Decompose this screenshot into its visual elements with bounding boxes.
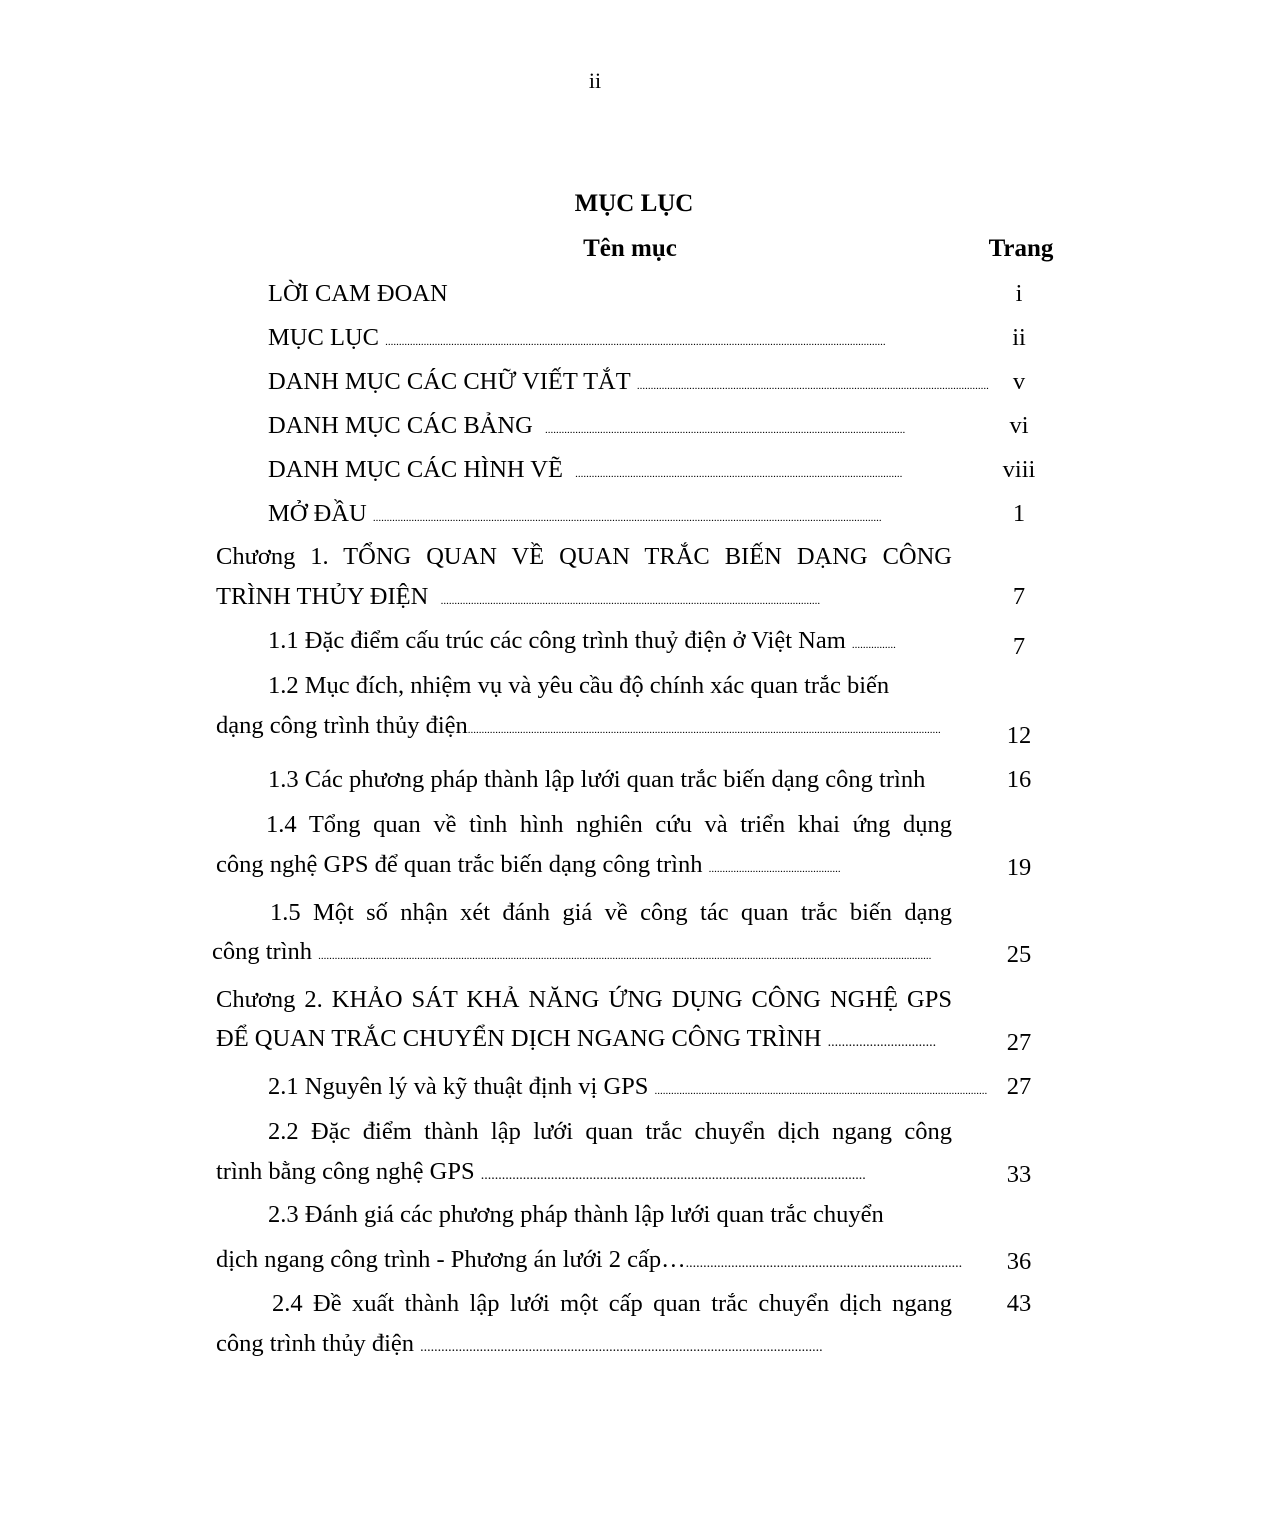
page-title: MỤC LỤC <box>574 190 694 217</box>
toc-page: i <box>1015 280 1023 307</box>
column-header-name: Tên mục <box>583 235 677 262</box>
toc-entry-muc-luc: MỤC LỤC ...................................................................................................................................................................................... <box>268 324 886 351</box>
toc-page: 27 <box>1006 1029 1032 1056</box>
toc-entry-chuong-2-line2: ĐỂ QUAN TRẮC CHUYỂN DỊCH NGANG CÔNG TRÌNH ............................... <box>216 1025 937 1052</box>
toc-entry-chuong-2-line1: Chương 2. KHẢO SÁT KHẢ NĂNG ỨNG DỤNG CÔNG NGHỆ GPS <box>216 986 952 1013</box>
toc-entry-chuong-1-line1: Chương 1. TỔNG QUAN VỀ QUAN TRẮC BIẾN DẠNG CÔNG <box>216 543 952 570</box>
toc-page: 36 <box>1006 1248 1032 1275</box>
toc-entry-loi-cam-doan: LỜI CAM ĐOAN <box>268 280 448 307</box>
toc-page: vi <box>1009 412 1029 439</box>
toc-entry-chu-viet-tat: DANH MỤC CÁC CHỮ VIẾT TẮT ................................................................................................................................ <box>268 368 989 395</box>
toc-page: viii <box>1002 456 1036 483</box>
toc-entry-2-2-line2: trình bằng công nghệ GPS .............................................................................................................. <box>216 1158 866 1185</box>
toc-entry-2-1: 2.1 Nguyên lý và kỹ thuật định vị GPS ......................................................................................................................... <box>268 1073 988 1100</box>
toc-page: 33 <box>1006 1161 1032 1188</box>
toc-entry-mo-dau: MỞ ĐẦU ......................................................................................................................................................................................... <box>268 500 882 527</box>
toc-page: 27 <box>1006 1073 1032 1100</box>
toc-entry-1-2-line1: 1.2 Mục đích, nhiệm vụ và yêu cầu độ chính xác quan trắc biến <box>268 672 890 699</box>
toc-entry-2-2-line1: 2.2 Đặc điểm thành lập lưới quan trắc chuyển dịch ngang công <box>268 1118 952 1145</box>
toc-page: 7 <box>1012 633 1026 660</box>
column-header-page: Trang <box>988 235 1054 262</box>
toc-entry-1-4-line1: 1.4 Tổng quan về tình hình nghiên cứu và triển khai ứng dụng <box>266 811 952 838</box>
toc-page: 19 <box>1006 854 1032 881</box>
toc-page: 16 <box>1006 766 1032 793</box>
toc-entry-1-4-line2: công nghệ GPS để quan trắc biến dạng công trình ................................................ <box>216 851 841 878</box>
toc-entry-1-2-line2: dạng công trình thủy điện............................................................................................................................................................................ <box>216 712 941 739</box>
toc-entry-1-1: 1.1 Đặc điểm cấu trúc các công trình thuỷ điện ở Việt Nam ................ <box>268 627 896 654</box>
toc-page: v <box>1012 368 1026 395</box>
toc-page: 43 <box>1006 1290 1032 1317</box>
toc-page: 25 <box>1006 941 1032 968</box>
toc-entry-hinh-ve: DANH MỤC CÁC HÌNH VẼ ....................................................................................................................... <box>268 456 903 483</box>
toc-entry-1-3: 1.3 Các phương pháp thành lập lưới quan trắc biến dạng công trình <box>268 766 926 793</box>
toc-entry-chuong-1-line2: TRÌNH THỦY ĐIỆN .......................................................................................................................................... <box>216 583 821 610</box>
toc-entry-2-4-line2: công trình thủy điện ................................................................................................................... <box>216 1330 823 1357</box>
toc-entry-2-3-line2: dịch ngang công trình - Phương án lưới 2 cấp…............................................................................... <box>216 1246 963 1273</box>
toc-entry-2-3-line1: 2.3 Đánh giá các phương pháp thành lập lưới quan trắc chuyển <box>268 1201 884 1228</box>
toc-entry-1-5-line2: công trình ............................................................................................................................................................................................................................... <box>212 938 932 965</box>
toc-entry-cac-bang: DANH MỤC CÁC BẢNG ................................................................................................................................... <box>268 412 906 439</box>
toc-entry-2-4-line1: 2.4 Đề xuất thành lập lưới một cấp quan trắc chuyển dịch ngang <box>272 1290 952 1317</box>
toc-entry-1-5-line1: 1.5 Một số nhận xét đánh giá về công tác quan trắc biến dạng <box>270 899 952 926</box>
toc-page: 1 <box>1012 500 1026 527</box>
toc-page: 12 <box>1006 722 1032 749</box>
page-number: ii <box>588 68 602 93</box>
toc-page: 7 <box>1012 583 1026 610</box>
toc-page: ii <box>1012 324 1026 351</box>
